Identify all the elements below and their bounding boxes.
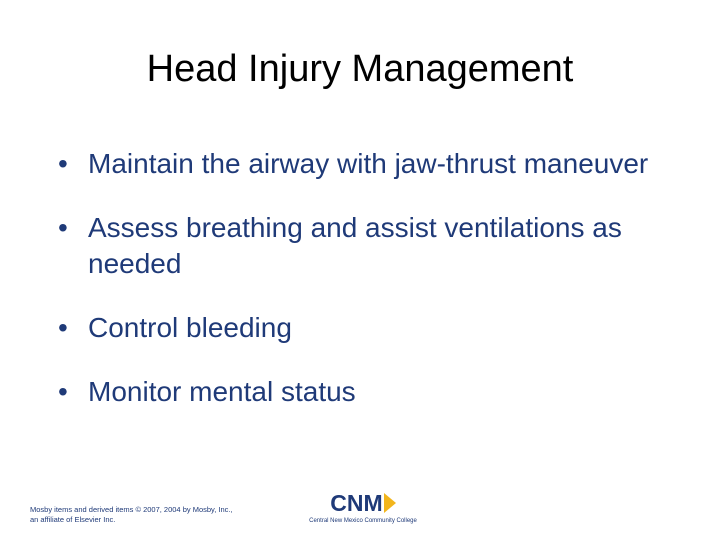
bullet-text: Assess breathing and assist ventilations as needed <box>88 212 622 279</box>
bullet-text: Control bleeding <box>88 312 292 343</box>
bullet-symbol: • <box>58 376 68 407</box>
bullet-list <box>58 146 678 438</box>
logo-subtitle: Central New Mexico Community College <box>309 518 417 524</box>
copyright-line: Mosby items and derived items © 2007, 2004 by Mosby, Inc., <box>30 505 233 514</box>
bullet-text: Maintain the airway with jaw-thrust maneuver <box>88 148 649 179</box>
bullet-item <box>58 310 678 346</box>
copyright-line: an affiliate of Elsevier Inc. <box>30 515 116 524</box>
bullet-item <box>58 374 678 410</box>
bullet-symbol: • <box>58 312 68 343</box>
logo-mark: CNM <box>330 490 383 516</box>
cnm-logo <box>296 490 430 528</box>
logo-wordmark <box>296 490 430 517</box>
slide-title: Head Injury Management <box>146 48 574 90</box>
logo-arrow-icon <box>384 493 396 513</box>
bullet-item <box>58 210 678 282</box>
bullet-item <box>58 146 678 182</box>
bullet-symbol: • <box>58 148 68 179</box>
bullet-symbol: • <box>58 212 68 243</box>
bullet-text: Monitor mental status <box>88 376 356 407</box>
copyright-notice <box>30 505 233 525</box>
